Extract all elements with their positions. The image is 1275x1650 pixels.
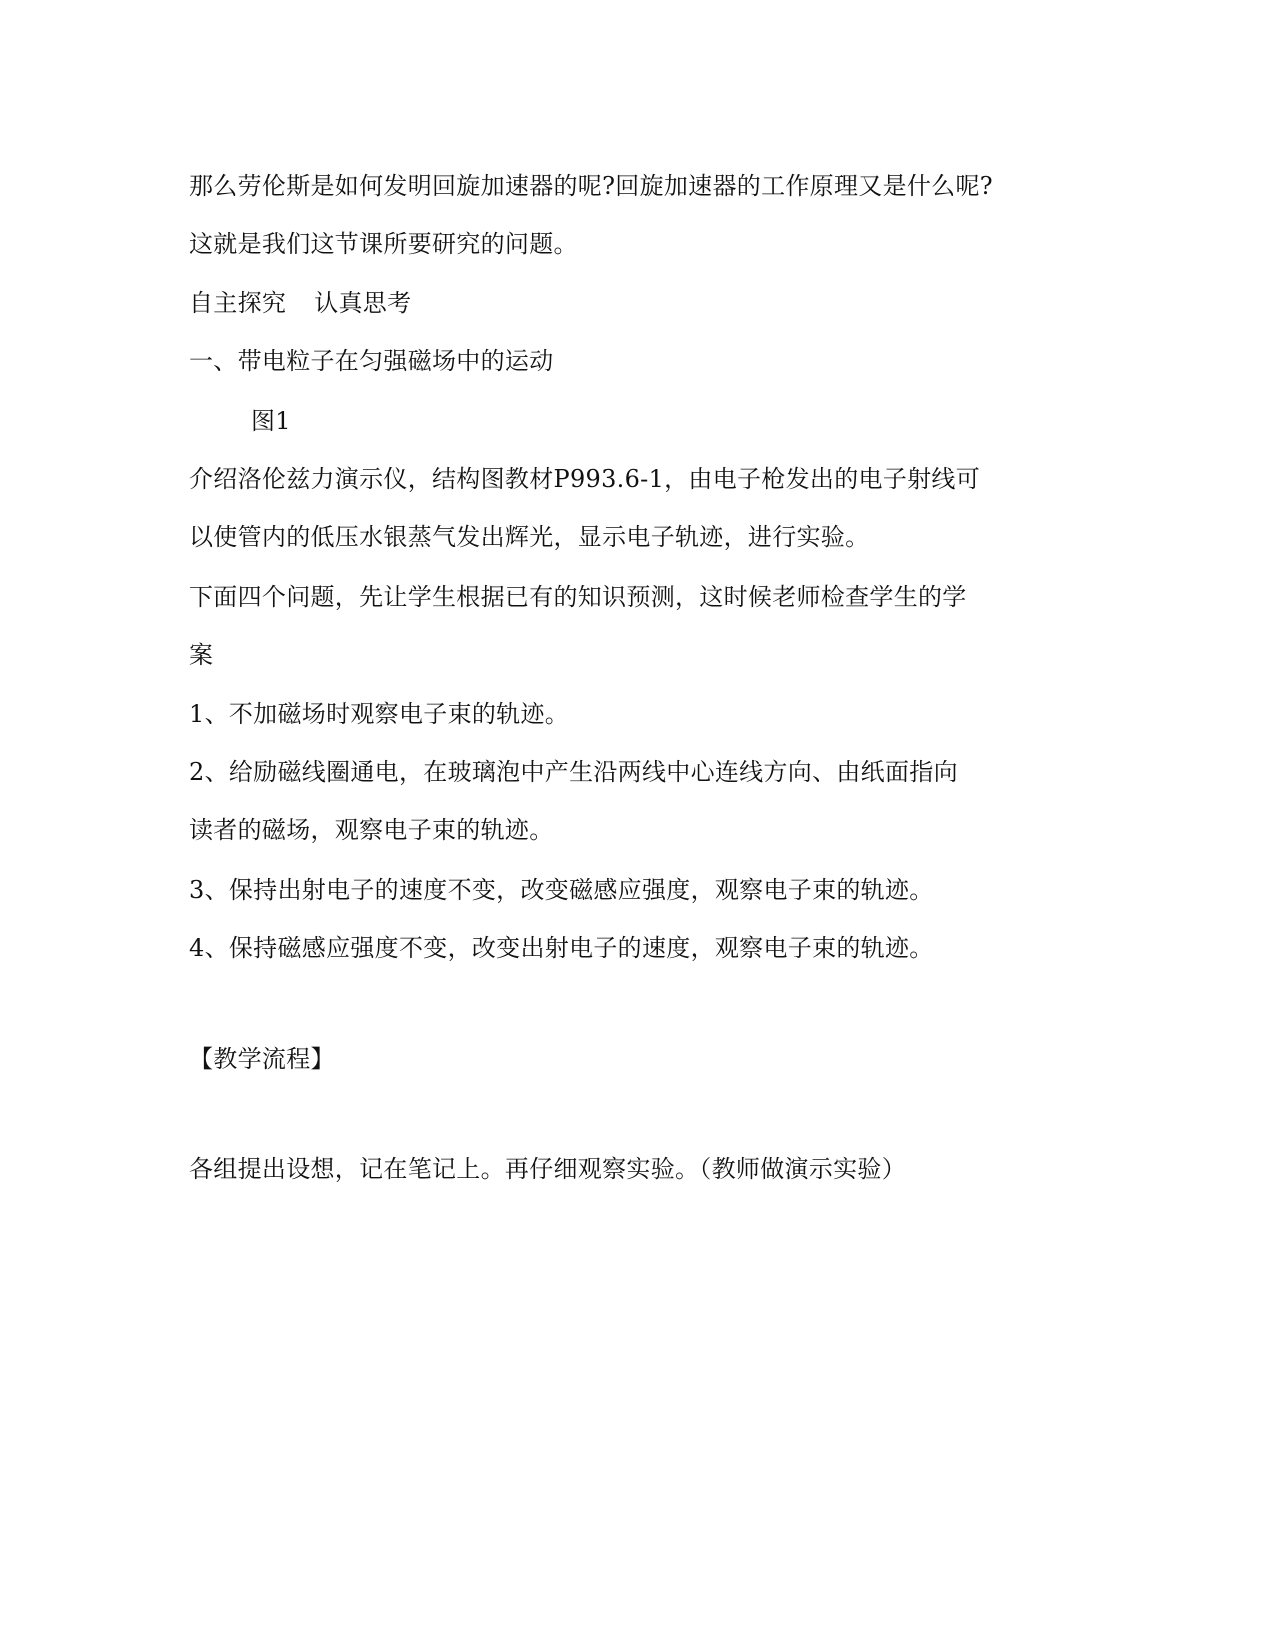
list-item-2-line-1: 2、给励磁线圈通电，在玻璃泡中产生沿两线中心连线方向、由纸面指向 [189, 758, 958, 786]
paragraph-line-6: 案 [189, 641, 214, 669]
section-heading [189, 288, 411, 318]
section-heading-right: 认真思考 [314, 289, 412, 317]
subsection-title: 一、带电粒子在匀强磁场中的运动 [189, 347, 554, 375]
list-item-1: 1、不加磁场时观察电子束的轨迹。 [189, 700, 570, 728]
figure-label: 图1 [251, 407, 291, 435]
paragraph-line-2: 这就是我们这节课所要研究的问题。 [189, 230, 578, 258]
list-item-2-line-2: 读者的磁场，观察电子束的轨迹。 [189, 816, 554, 844]
teaching-flow-heading: 【教学流程】 [189, 1045, 335, 1073]
paragraph-line-4: 以使管内的低压水银蒸气发出辉光，显示电子轨迹，进行实验。 [189, 523, 870, 551]
paragraph-line-1: 那么劳伦斯是如何发明回旋加速器的呢?回旋加速器的工作原理又是什么呢? [189, 172, 993, 200]
paragraph-line-5: 下面四个问题，先让学生根据已有的知识预测，这时候老师检查学生的学 [189, 583, 967, 611]
list-item-3: 3、保持出射电子的速度不变，改变磁感应强度，观察电子束的轨迹。 [189, 876, 934, 904]
paragraph-line-3: 介绍洛伦兹力演示仪，结构图教材P993.6-1，由电子枪发出的电子射线可 [189, 465, 981, 493]
section-heading-left: 自主探究 [189, 289, 287, 317]
paragraph-line-7: 各组提出设想，记在笔记上。再仔细观察实验。（教师做演示实验） [189, 1155, 906, 1183]
list-item-4: 4、保持磁感应强度不变，改变出射电子的速度，观察电子束的轨迹。 [189, 934, 934, 962]
